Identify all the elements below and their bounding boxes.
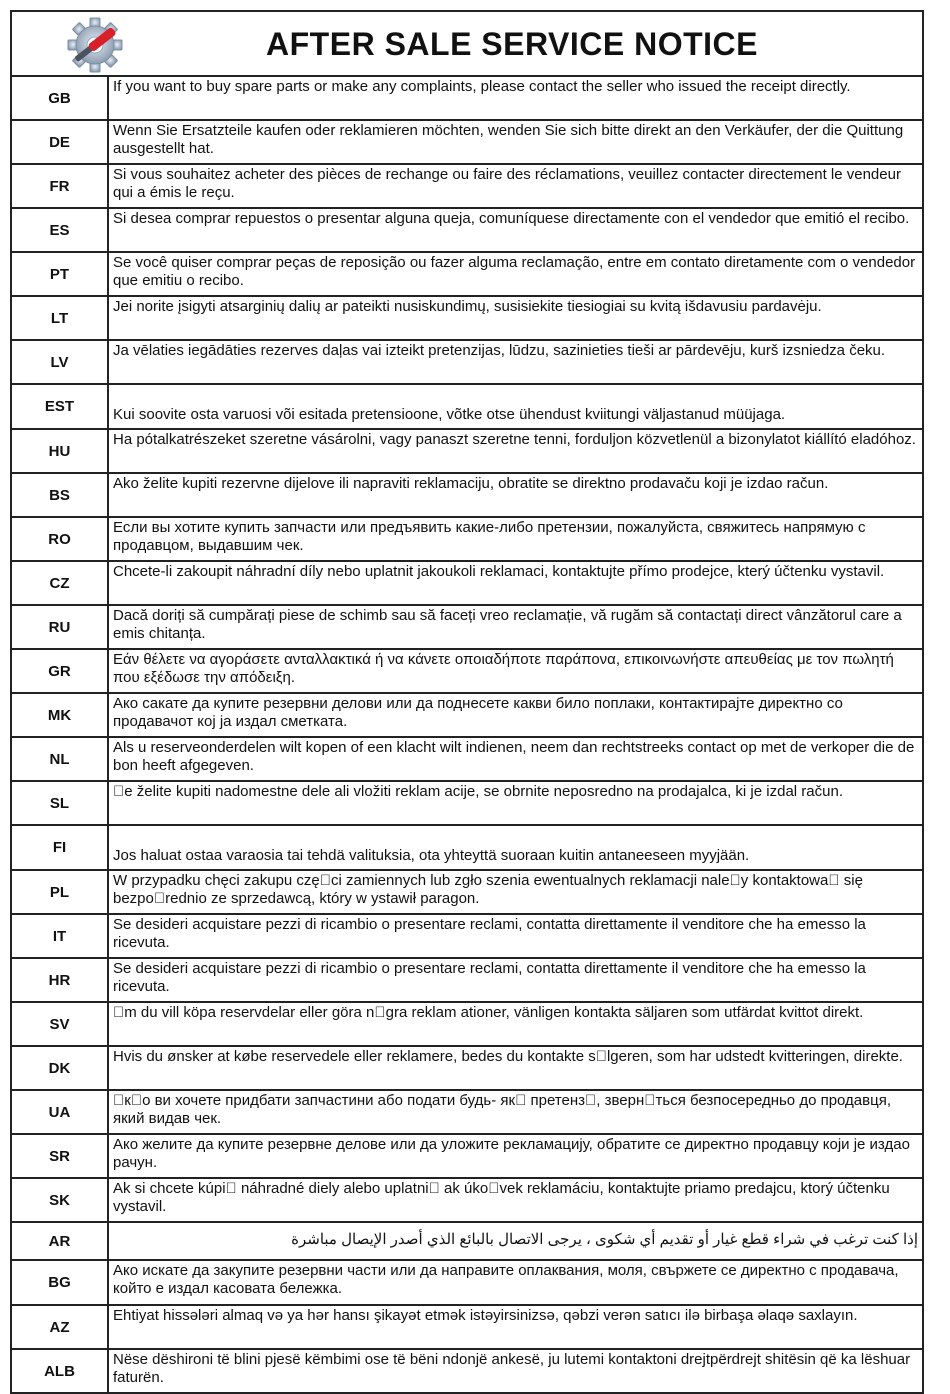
table-row bbox=[12, 826, 924, 871]
notice-text bbox=[109, 77, 924, 119]
table-row bbox=[12, 871, 924, 915]
language-code: BG bbox=[12, 1261, 109, 1304]
language-code: FR bbox=[12, 165, 109, 207]
notice-text-content: Kui soovite osta varuosi või esitada pretensioone, võtke otse ühendust kviitungi väljastanud müüjaga. bbox=[113, 406, 786, 423]
language-code: DE bbox=[12, 121, 109, 163]
table-row bbox=[12, 341, 924, 385]
notice-text-content: 􀀀m du vill köpa reservdelar eller göra n􀀀gra reklam ationer, vänligen kontakta säljaren som utfärdat kvittot direkt. bbox=[113, 1004, 864, 1021]
table-row bbox=[12, 915, 924, 959]
notice-text-content: 􀀀e želite kupiti nadomestne dele ali vložiti reklam acije, se obrnite neposredno na prodajalca, ki je izdal račun. bbox=[113, 783, 843, 800]
table-row bbox=[12, 77, 924, 121]
language-code: UA bbox=[12, 1091, 109, 1133]
notice-text bbox=[109, 1003, 924, 1045]
notice-text bbox=[109, 694, 924, 736]
language-code: EST bbox=[12, 385, 109, 428]
notice-text bbox=[109, 1350, 924, 1392]
notice-text-content: Hvis du ønsker at købe reservedele eller reklamere, bedes du kontakte s􀀀lgeren, som har udstedt kvitteringen, direkte. bbox=[113, 1048, 903, 1065]
language-code: HR bbox=[12, 959, 109, 1001]
table-row bbox=[12, 650, 924, 694]
table-row bbox=[12, 1047, 924, 1091]
notice-text bbox=[109, 1091, 924, 1133]
table-row bbox=[12, 782, 924, 826]
notice-text-content: Jos haluat ostaa varaosia tai tehdä valituksia, ota yhteyttä suoraan kuitin antaneeseen myyjään. bbox=[113, 847, 750, 864]
notice-text-content: If you want to buy spare parts or make any complaints, please contact the seller who issued the receipt directly. bbox=[113, 78, 851, 95]
notice-text bbox=[109, 1179, 924, 1221]
table-row bbox=[12, 562, 924, 606]
language-code: NL bbox=[12, 738, 109, 780]
table-row bbox=[12, 606, 924, 650]
notice-text bbox=[109, 959, 924, 1001]
notice-text bbox=[109, 430, 924, 472]
notice-text bbox=[109, 165, 924, 207]
language-code: SV bbox=[12, 1003, 109, 1045]
notice-text bbox=[109, 650, 924, 692]
notice-text bbox=[109, 782, 924, 824]
notice-text-content: Se desideri acquistare pezzi di ricambio o presentare reclami, contatta direttamente il venditore che ha emesso la ricevuta. bbox=[113, 916, 866, 951]
notice-text bbox=[109, 341, 924, 383]
table-row bbox=[12, 297, 924, 341]
language-code: GR bbox=[12, 650, 109, 692]
service-notice-table bbox=[10, 10, 924, 1394]
table-row bbox=[12, 121, 924, 165]
notice-text-content: Jei norite įsigyti atsarginių dalių ar pateikti nusiskundimų, susisiekite tiesiogiai su kvitą išdavusiu pardavėju. bbox=[113, 298, 822, 315]
notice-text-content: Если вы хотите купить запчасти или предъявить какие-либо претензии, пожалуйста, свяжитесь напрямую с продавцом, выдавшим чек. bbox=[113, 519, 866, 554]
table-row bbox=[12, 1350, 924, 1394]
notice-text-content: Als u reserveonderdelen wilt kopen of een klacht wilt indienen, neem dan rechtstreeks contact op met de verkoper die de bon heeft afgegeven. bbox=[113, 739, 915, 774]
table-row bbox=[12, 430, 924, 474]
language-code: PT bbox=[12, 253, 109, 295]
language-code: AZ bbox=[12, 1306, 109, 1348]
language-code: SR bbox=[12, 1135, 109, 1177]
notice-text bbox=[109, 826, 924, 869]
notice-text-content: Dacă doriți să cumpărați piese de schimb sau să faceți vreo reclamație, vă rugăm să contactați direct vânzătorul care a emis chitanța. bbox=[113, 607, 902, 642]
language-code: SK bbox=[12, 1179, 109, 1221]
notice-text-content: 􀀀к􀀀о ви хочете придбати запчастини або подати будь- як􀀀 претенз􀀀, зверн􀀀ться безпосередньо до продавця, який видав чек. bbox=[113, 1092, 892, 1127]
notice-text bbox=[109, 606, 924, 648]
language-code: ES bbox=[12, 209, 109, 251]
notice-text bbox=[109, 1135, 924, 1177]
notice-text-content: Ако желите да купите резервне делове или да уложите рекламацију, обратите се директно продавцу који је издао рачун. bbox=[113, 1136, 910, 1171]
notice-text-content: Si desea comprar repuestos o presentar alguna queja, comuníquese directamente con el vendedor que emitió el recibo. bbox=[113, 210, 910, 227]
notice-text bbox=[109, 1223, 924, 1259]
table-row bbox=[12, 1261, 924, 1306]
notice-text bbox=[109, 871, 924, 913]
table-row bbox=[12, 1179, 924, 1223]
language-code: DK bbox=[12, 1047, 109, 1089]
notice-text bbox=[109, 518, 924, 560]
language-code: AR bbox=[12, 1223, 109, 1259]
notice-text bbox=[109, 474, 924, 516]
language-code: IT bbox=[12, 915, 109, 957]
table-row bbox=[12, 253, 924, 297]
table-row bbox=[12, 1003, 924, 1047]
notice-header bbox=[12, 12, 924, 77]
notice-text bbox=[109, 915, 924, 957]
notice-text-content: Ако сакате да купите резервни делови или да поднесете какви било поплаки, контактирајте директно со продавачот кој ја издал сметката. bbox=[113, 695, 843, 730]
language-code: ALB bbox=[12, 1350, 109, 1392]
notice-text bbox=[109, 253, 924, 295]
language-code: LT bbox=[12, 297, 109, 339]
language-code: FI bbox=[12, 826, 109, 869]
notice-text-content: Εάν θέλετε να αγοράσετε ανταλλακτικά ή να κάνετε οποιαδήποτε παράπονα, επικοινωνήστε απευθείας με τον πωλητή που εξέδωσε την απόδειξη. bbox=[113, 651, 894, 686]
language-code: BS bbox=[12, 474, 109, 516]
language-code: HU bbox=[12, 430, 109, 472]
language-code: CZ bbox=[12, 562, 109, 604]
notice-text-content: Ako želite kupiti rezervne dijelove ili napraviti reklamaciju, obratite se direktno prodavaču koji je izdao račun. bbox=[113, 475, 829, 492]
language-code: PL bbox=[12, 871, 109, 913]
notice-text-content: Se você quiser comprar peças de reposição ou fazer alguma reclamação, entre em contato diretamente com o vendedor que emitiu o recibo. bbox=[113, 254, 916, 289]
notice-text bbox=[109, 121, 924, 163]
notice-text-content: Wenn Sie Ersatzteile kaufen oder reklamieren möchten, wenden Sie sich bitte direkt an den Verkäufer, der die Quittung ausgestellt hat. bbox=[113, 122, 904, 157]
table-row bbox=[12, 385, 924, 430]
notice-text bbox=[109, 1306, 924, 1348]
language-code: LV bbox=[12, 341, 109, 383]
notice-text bbox=[109, 562, 924, 604]
table-row bbox=[12, 165, 924, 209]
table-row bbox=[12, 518, 924, 562]
notice-text-content: Ehtiyat hissələri almaq və ya hər hansı şikayət etmək istəyirsinizsə, qəbzi verən satıcı ilə birbaşa əlaqə saxlayın. bbox=[113, 1307, 858, 1324]
notice-text bbox=[109, 1047, 924, 1089]
table-row bbox=[12, 1091, 924, 1135]
table-row bbox=[12, 1135, 924, 1179]
notice-text bbox=[109, 209, 924, 251]
table-row bbox=[12, 209, 924, 253]
notice-text bbox=[109, 385, 924, 428]
notice-text-content: Si vous souhaitez acheter des pièces de rechange ou faire des réclamations, veuillez contacter directement le vendeur qui a émis le reçu. bbox=[113, 166, 901, 201]
language-code: GB bbox=[12, 77, 109, 119]
table-row bbox=[12, 738, 924, 782]
table-row bbox=[12, 1306, 924, 1350]
table-row bbox=[12, 474, 924, 518]
notice-text-content: Chcete-li zakoupit náhradní díly nebo uplatnit jakoukoli reklamaci, kontaktujte přímo prodejce, který účtenku vystavil. bbox=[113, 563, 885, 580]
page-title: AFTER SALE SERVICE NOTICE bbox=[266, 26, 758, 62]
notice-text bbox=[109, 297, 924, 339]
notice-text-content: Se desideri acquistare pezzi di ricambio o presentare reclami, contatta direttamente il venditore che ha emesso la ricevuta. bbox=[113, 960, 866, 995]
notice-text bbox=[109, 738, 924, 780]
table-row bbox=[12, 1223, 924, 1261]
notice-text-content: Ak si chcete kúpi􀀀 náhradné diely alebo uplatni􀀀 ak úko􀀀vek reklamáciu, kontaktujte priamo predajcu, ktorý účtenku vystavil. bbox=[113, 1180, 890, 1215]
language-code: MK bbox=[12, 694, 109, 736]
notice-text-content: Ако искате да закупите резервни части или да направите оплаквания, моля, свържете се директно с продавача, който е издал касовата бележка. bbox=[113, 1262, 899, 1297]
notice-text-content: Ha pótalkatrészeket szeretne vásárolni, vagy panaszt szeretne tenni, forduljon közvetlenül a bizonylatot kiállító eladóhoz. bbox=[113, 431, 916, 448]
table-row bbox=[12, 959, 924, 1003]
table-row bbox=[12, 694, 924, 738]
notice-text bbox=[109, 1261, 924, 1304]
language-code: RU bbox=[12, 606, 109, 648]
notice-text-content: Ja vēlaties iegādāties rezerves daļas vai izteikt pretenzijas, lūdzu, sazinieties tieši ar pārdevēju, kurš izsniedza čeku. bbox=[113, 342, 886, 359]
language-code: RO bbox=[12, 518, 109, 560]
notice-text-content: W przypadku chęci zakupu czę􀀀ci zamiennych lub zgło szenia ewentualnych reklamacji nale􀀀y kontaktowa􀀀 się bezpo􀀀rednio ze sprzedawcą, który w ystawił paragon. bbox=[113, 872, 863, 907]
language-code: SL bbox=[12, 782, 109, 824]
notice-text-content: إذا كنت ترغب في شراء قطع غيار أو تقديم أي شكوى ، يرجى الاتصال بالبائع الذي أصدر الإيصال مباشرة bbox=[291, 1231, 918, 1248]
notice-text-content: Nëse dëshironi të blini pjesë këmbimi ose të bëni ndonjë ankesë, ju lutemi kontaktoni drejtpërdrejt shitësin që ka lëshuar faturën. bbox=[113, 1351, 911, 1386]
